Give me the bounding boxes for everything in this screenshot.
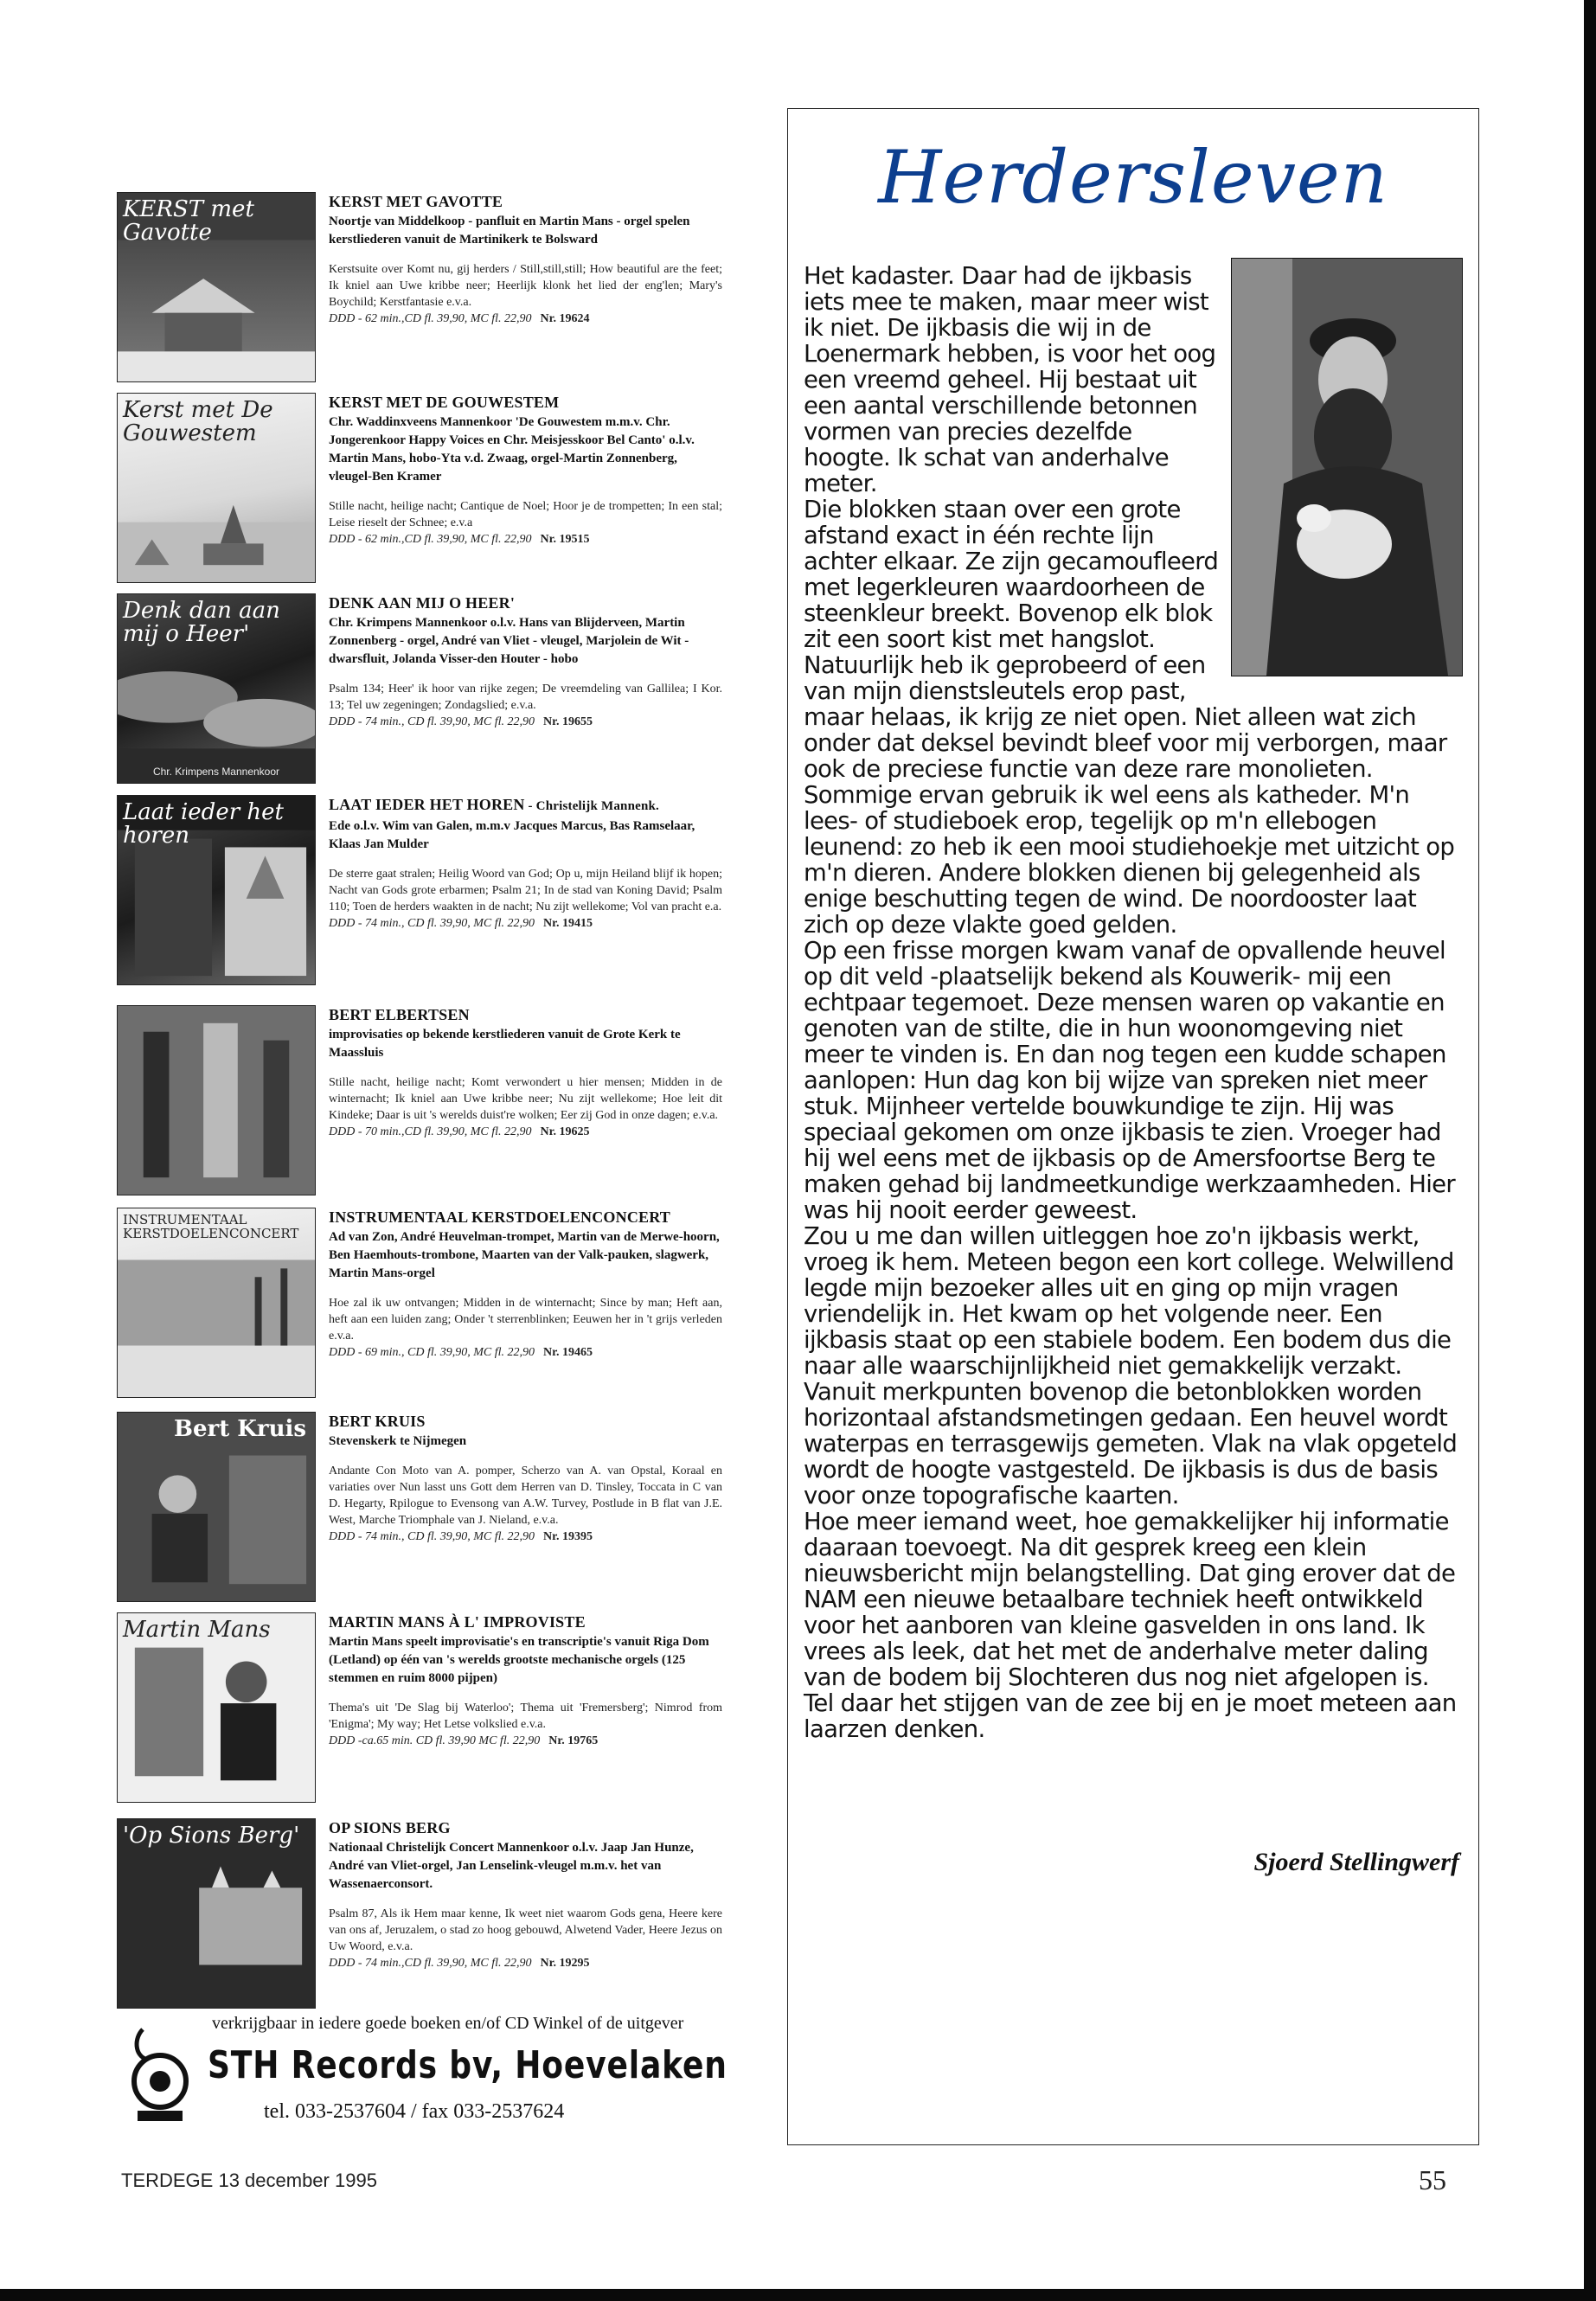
album-cover <box>117 1208 316 1398</box>
cd-description <box>329 1208 722 1362</box>
article-paragraph: Zou u me dan willen uitleggen hoe zo'n ijkbasis werkt, vroeg ik hem. Meteen begon een kort college. Welwillend legde mijn bezoeker alles uit en ging op mijn vragen vriendelijk in. Het kwam op het volgende neer. Een ijkbasis staat op een stabiele bodem. Een bodem dus die naar alle waarschijnlijkheid niet gemakkelijk verzakt. Vanuit merkpunten bovenop die betonblokken worden horizontaal afstandsmetingen gedaan. Een heuvel wordt waterpas en terrasgewijs gemeten. Vlak na vlak opgeteld wordt de hoogte vastgesteld. De ijkbasis is dus de basis voor onze topografische kaarten. <box>804 1222 1458 1509</box>
album-cover <box>117 1612 316 1803</box>
cd-title-main: LAAT IEDER HET HOREN <box>329 796 525 813</box>
cd-tracklist: Stille nacht, heilige nacht; Komt verwondert u hier mensen; Midden in de winternacht; Ik kniel aan Uwe kribbe neer; Nu zijt wellekome; Hoe leit dit Kindeke; Daar is uit 's werelds duist're wolken; Eer zij God in onze dagen; e.v.a. <box>329 1076 722 1122</box>
article-paragraph: Die blokken staan over een grote afstand exact in één rechte lijn achter elkaar. Ze zijn gecamoufleerd met legerkleuren waardoorheen de steenkleur breekt. Bovenop elk blok zit een soort kist met hangslot. Natuurlijk heb ik geprobeerd of een van mijn dienstsleutels erop past, maar helaas, ik krijg ze niet open. Niet alleen wat zich onder dat deksel bevindt bleef voor mij verborgen, maar ook de preciese functie van deze rare monolieten. Sommige ervan gebruik ik wel eens als katheder. M'n lees- of studieboek erop, tegelijk op m'n ellebogen leunend: zo heb ik een mooi studiehoekje met uitzicht op m'n dieren. Andere blokken dienen bij gelegenheid als enige beschutting tegen de wind. De noordooster laat zich op deze vlakte goed gelden. <box>804 496 1455 939</box>
cd-tracklist: Stille nacht, heilige nacht; Cantique de Noel; Hoor je de trompetten; In een stal; Leise rieselt der Schnee; e.v.a <box>329 500 722 529</box>
album-cover <box>117 795 316 985</box>
cd-description <box>329 393 722 548</box>
cd-price-line <box>329 1733 722 1750</box>
album-cover-title: Bert Kruis <box>174 1416 306 1442</box>
cd-format-price: DDD - 62 min.,CD fl. 39,90, MC fl. 22,90 <box>329 312 532 325</box>
cd-catalog-number: Nr. 19395 <box>543 1530 593 1543</box>
cd-catalog-number: Nr. 19515 <box>540 533 590 546</box>
cd-catalog-number: Nr. 19765 <box>548 1734 599 1747</box>
cd-description <box>329 1412 722 1546</box>
album-cover <box>117 192 316 382</box>
cd-tracklist: Kerstsuite over Komt nu, gij herders / Still,still,still; How beautiful are the feet; Ik kniel aan Uwe kribbe neer; Heerlijk klonk het lied der eng'len; Mary's Boychild; Kerstfantasie e.v.a. <box>329 263 722 309</box>
cd-title-suffix: - Christelijk Mannenk. <box>524 799 660 813</box>
cd-description <box>329 192 722 328</box>
cd-format-price: DDD - 70 min.,CD fl. 39,90, MC fl. 22,90 <box>329 1125 532 1138</box>
cd-price-line <box>329 1529 722 1546</box>
cd-title: DENK AAN MIJ O HEER' <box>329 594 516 612</box>
cd-title: OP SIONS BERG <box>329 1819 451 1836</box>
cd-format-price: DDD - 62 min.,CD fl. 39,90, MC fl. 22,90 <box>329 533 532 546</box>
album-cover-title: Kerst met De Gouwestem <box>123 397 273 447</box>
sth-records-logo-icon <box>125 2021 195 2125</box>
cd-title: BERT KRUIS <box>329 1413 426 1430</box>
cd-performers: Noortje van Middelkoop - panfluit en Martin Mans - orgel spelen kerstliederen vanuit de Martinikerk te Bolsward <box>329 215 690 247</box>
cd-title: BERT ELBERTSEN <box>329 1006 470 1023</box>
album-cover-title: Laat ieder het horen <box>123 799 284 849</box>
cd-price-line <box>329 915 722 933</box>
photo-float-spacer <box>1221 263 1463 687</box>
cd-description <box>329 1818 722 1972</box>
album-cover-title: KERST met Gavotte <box>123 196 254 247</box>
cd-tracklist: Psalm 134; Heer' ik hoor van rijke zegen; De vreemdeling van Gallilea; I Kor. 13; Tel uw zegeningen; Zondagslied; e.v.a. <box>329 683 722 712</box>
cd-catalog-number: Nr. 19655 <box>543 715 593 728</box>
cd-format-price: DDD - 74 min., CD fl. 39,90, MC fl. 22,90 <box>329 715 535 728</box>
cd-format-price: DDD - 69 min., CD fl. 39,90, MC fl. 22,90 <box>329 1346 535 1359</box>
article-heading: Herdersleven <box>878 135 1388 220</box>
organ-church-interior-art <box>118 1006 315 1195</box>
album-cover <box>117 1818 316 2009</box>
album-cover-title: 'Op Sions Berg' <box>123 1823 300 1849</box>
publisher-name: STH Records bv, Hoevelaken <box>208 2043 727 2087</box>
availability-note: verkrijgbaar in iedere goede boeken en/of CD Winkel of de uitgever <box>212 2014 684 2033</box>
cd-title: MARTIN MANS À L' IMPROVISTE <box>329 1613 586 1631</box>
album-cover-subtitle: Chr. Krimpens Mannenkoor <box>152 766 280 778</box>
cd-tracklist: Andante Con Moto van A. pomper, Scherzo van A. van Opstal, Koraal en variaties over Nun lasst uns Gott dem Herren van D. Tinsley, Toccata in C van D. Hegarty, Rpilogue to Evensong van A.W. Turvey, Postlude in B flat van J.E. West, Marche Triomphale van J. Nieland, e.v.a. <box>329 1465 722 1527</box>
cd-performers: Stevenskerk te Nijmegen <box>329 1434 467 1448</box>
album-cover <box>117 593 316 784</box>
cd-catalog-number: Nr. 19465 <box>543 1346 593 1359</box>
album-cover <box>117 1412 316 1602</box>
cd-price-line <box>329 311 722 328</box>
article-body <box>804 263 1463 1742</box>
cd-performers: Nationaal Christelijk Concert Mannenkoor o.l.v. Jaap Jan Hunze, André van Vliet-orgel, Jan Lenselink-vleugel m.m.v. het van Wassenaerconsort. <box>329 1841 694 1891</box>
cd-tracklist: Hoe zal ik uw ontvangen; Midden in de winternacht; Since by man; Heft aan, heft aan een luiden zang; Onder 't sterrenblinken; Eeuwen her in 't grijs verleden e.v.a. <box>329 1297 722 1343</box>
album-cover-title: Denk dan aan mij o Heer' <box>123 598 280 648</box>
cd-catalog-number: Nr. 19624 <box>540 312 590 325</box>
cd-price-line <box>329 1344 722 1362</box>
cd-title: KERST MET GAVOTTE <box>329 193 503 210</box>
cd-tracklist: Psalm 87, Als ik Hem maar kenne, Ik weet niet waarom Gods gena, Heere kere van ons af, Jeruzalem, o stad zo hoog gebouwd, Alwetend Vader, Heere Jezus on Uw Woord, e.v.a. <box>329 1907 722 1953</box>
cd-title <box>329 795 722 816</box>
cd-performers: Martin Mans speelt improvisatie's en transcriptie's vanuit Riga Dom (Letland) op één van 's werelds grootste mechanische orgels (125 stemmen en ruim 8000 pijpen) <box>329 1635 709 1685</box>
cd-format-price: DDD - 74 min., CD fl. 39,90, MC fl. 22,90 <box>329 1530 535 1543</box>
cd-performers: Chr. Krimpens Mannenkoor o.l.v. Hans van Blijderveen, Martin Zonnenberg - orgel, André van Vliet - vleugel, Marjolein de Wit - dwarsfluit, Jolanda Visser-den Houter - hobo <box>329 616 689 666</box>
cd-title: INSTRUMENTAAL KERSTDOELENCONCERT <box>329 1208 671 1226</box>
cd-price-line <box>329 531 722 548</box>
article-paragraph: Hoe meer iemand weet, hoe gemakkelijker hij informatie daaraan toevoegt. Na dit gesprek kreeg een klein nieuwsbericht mijn belangstelling. Dat ging erover dat de NAM een nieuwe betaalbare techniek heeft ontwikkeld voor het aanboren van kleine gasvelden in ons land. Ik vrees als leek, dat het met de anderhalve meter daling van de bodem bij Slochteren dus nog niet afgelopen is. Tel daar het stijgen van de zee bij en je moet meteen aan laarzen denken. <box>804 1508 1457 1743</box>
article-paragraph: Op een frisse morgen kwam vanaf de opvallende heuvel op dit veld -plaatselijk bekend als Kouwerik- mij een echtpaar tegemoet. Deze mensen waren op vakantie en genoten van de stilte, die in hun woonomgeving niet meer te vinden is. En dan nog tegen een kudde schapen aanlopen: Hun dag kon bij wijze van spreken niet meer stuk. Mijnheer vertelde bouwkundige te zijn. Hij was speciaal gekomen om onze ijkbasis te zien. Vroeger had hij wel eens met de ijkbasis op de Amersfoortse Berg te maken gehad bij landmeetkundige werkzaamheden. Hier was hij nooit eerder geweest. <box>804 937 1455 1224</box>
article-paragraph: Het kadaster. Daar had de ijkbasis iets mee te maken, maar meer wist ik niet. De ijkbasis die wij in de Loenermark hebben, is voor het oog een vreemd geheel. Hij bestaat uit een aantal verschillende betonnen vormen van precies dezelfde hoogte. Ik schat van anderhalve meter. <box>804 262 1216 497</box>
article-author: Sjoerd Stellingwerf <box>1253 1848 1459 1876</box>
cd-performers: improvisaties op bekende kerstliederen vanuit de Grote Kerk te Maassluis <box>329 1028 681 1060</box>
cd-description <box>329 593 722 731</box>
cd-format-price: DDD - 74 min., CD fl. 39,90, MC fl. 22,90 <box>329 917 535 930</box>
cd-tracklist: De sterre gaat stralen; Heilig Woord van God; Op u, mijn Heiland blijf ik hopen; Nacht van Gods grote erbarmen; Psalm 21; In de stad van Koning David; Psalm 110; Toen de herders waakten in de nacht; Nu zijt wellekome; Vol van pracht e.a. <box>329 868 722 913</box>
cd-description <box>329 1005 722 1141</box>
cd-format-price: DDD - 74 min.,CD fl. 39,90, MC fl. 22,90 <box>329 1957 532 1970</box>
cd-performers: Chr. Waddinxveens Mannenkoor 'De Gouwestem m.m.v. Chr. Jongerenkoor Happy Voices en Chr. Meisjesskoor Bel Canto' o.l.v. Martin Mans, hobo-Yta v.d. Zwaag, orgel-Martin Zonnenberg, vleugel-Ben Kramer <box>329 415 695 484</box>
cd-catalog-number: Nr. 19625 <box>540 1125 590 1138</box>
publisher-block <box>125 2014 731 2135</box>
album-cover-title: INSTRUMENTAAL KERSTDOELENCONCERT <box>123 1212 299 1241</box>
cd-catalog-number: Nr. 19295 <box>540 1957 590 1970</box>
album-cover <box>117 393 316 583</box>
cd-performers: Ede o.l.v. Wim van Galen, m.m.v Jacques Marcus, Bas Ramselaar, Klaas Jan Mulder <box>329 819 695 851</box>
cd-tracklist: Thema's uit 'De Slag bij Waterloo'; Thema uit 'Fremersberg'; Nimrod from 'Enigma'; My way; Het Letse volkslied e.v.a. <box>329 1702 722 1731</box>
cd-catalog-number: Nr. 19415 <box>543 917 593 930</box>
cd-format-price: DDD -ca.65 min. CD fl. 39,90 MC fl. 22,90 <box>329 1734 541 1747</box>
cd-price-line <box>329 1955 722 1972</box>
album-cover-title: Martin Mans <box>123 1617 271 1643</box>
cd-description <box>329 795 722 933</box>
article-box <box>787 108 1479 2145</box>
cd-performers: Ad van Zon, André Heuvelman-trompet, Martin van de Merwe-hoorn, Ben Haemhouts-trombone, Maarten van der Valk-pauken, slagwerk, Martin Mans-orgel <box>329 1230 720 1280</box>
cd-description <box>329 1612 722 1750</box>
cd-price-line <box>329 714 722 731</box>
cd-price-line <box>329 1124 722 1141</box>
album-cover <box>117 1005 316 1195</box>
cd-title: KERST MET DE GOUWESTEM <box>329 394 560 411</box>
page-number: 55 <box>1419 2164 1446 2195</box>
publication-line: TERDEGE 13 december 1995 <box>121 2170 377 2191</box>
publisher-contact: tel. 033-2537604 / fax 033-2537624 <box>264 2100 565 2123</box>
